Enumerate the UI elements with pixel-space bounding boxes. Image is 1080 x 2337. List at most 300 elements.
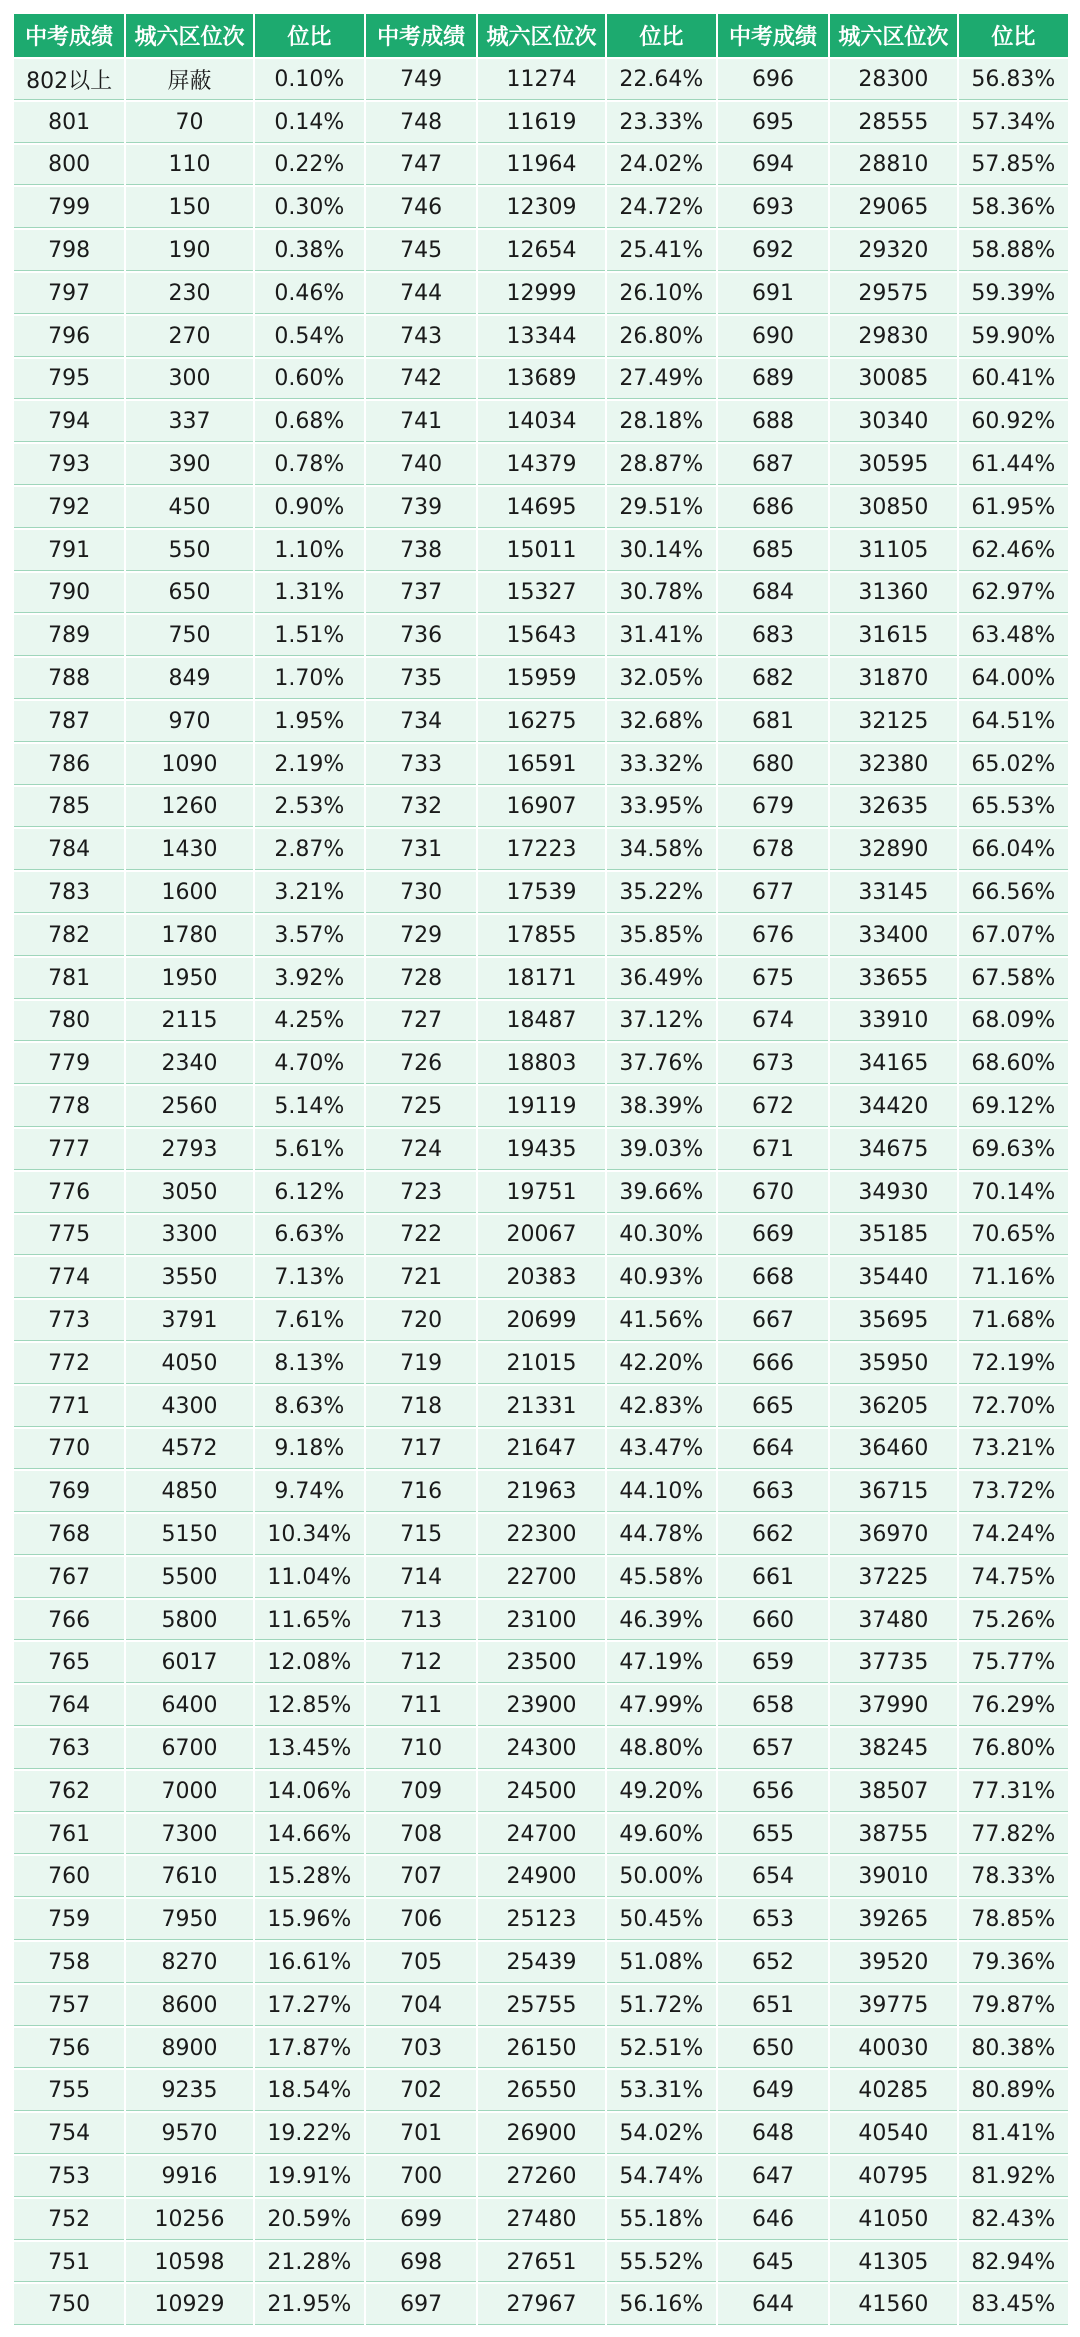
rank-cell: 8900 xyxy=(125,2027,254,2070)
table-row xyxy=(13,914,1069,957)
table-row xyxy=(13,1299,1069,1342)
score-cell: 734 xyxy=(365,700,477,743)
score-cell: 754 xyxy=(13,2112,125,2155)
score-cell: 653 xyxy=(717,1898,829,1941)
score-cell: 776 xyxy=(13,1171,125,1214)
rank-cell: 29575 xyxy=(829,272,958,315)
rank-cell: 39265 xyxy=(829,1898,958,1941)
score-cell: 695 xyxy=(717,101,829,144)
percent-cell: 6.12% xyxy=(254,1171,365,1214)
percent-cell: 70.65% xyxy=(958,1214,1069,1257)
score-cell: 649 xyxy=(717,2069,829,2112)
table-row xyxy=(13,1599,1069,1642)
score-cell: 801 xyxy=(13,101,125,144)
rank-cell: 41305 xyxy=(829,2241,958,2284)
percent-cell: 62.97% xyxy=(958,572,1069,615)
percent-cell: 64.00% xyxy=(958,657,1069,700)
rank-cell: 15011 xyxy=(477,529,606,572)
table-row xyxy=(13,1684,1069,1727)
rank-cell: 4050 xyxy=(125,1342,254,1385)
rank-cell: 41560 xyxy=(829,2283,958,2326)
score-cell: 726 xyxy=(365,1042,477,1085)
percent-cell: 3.92% xyxy=(254,957,365,1000)
percent-cell: 13.45% xyxy=(254,1727,365,1770)
rank-cell: 31615 xyxy=(829,614,958,657)
percent-cell: 28.18% xyxy=(606,400,717,443)
percent-cell: 64.51% xyxy=(958,700,1069,743)
score-cell: 785 xyxy=(13,786,125,829)
header-score-3: 中考成绩 xyxy=(717,13,829,58)
rank-cell: 30595 xyxy=(829,443,958,486)
rank-cell: 15959 xyxy=(477,657,606,700)
percent-cell: 58.36% xyxy=(958,186,1069,229)
score-cell: 768 xyxy=(13,1513,125,1556)
percent-cell: 3.21% xyxy=(254,871,365,914)
percent-cell: 33.95% xyxy=(606,786,717,829)
score-cell: 779 xyxy=(13,1042,125,1085)
rank-cell: 1260 xyxy=(125,786,254,829)
rank-cell: 24300 xyxy=(477,1727,606,1770)
percent-cell: 1.51% xyxy=(254,614,365,657)
score-cell: 706 xyxy=(365,1898,477,1941)
rank-cell: 1430 xyxy=(125,828,254,871)
percent-cell: 57.85% xyxy=(958,144,1069,187)
percent-cell: 69.12% xyxy=(958,1085,1069,1128)
score-cell: 766 xyxy=(13,1599,125,1642)
score-cell: 708 xyxy=(365,1813,477,1856)
rank-cell: 39775 xyxy=(829,1984,958,2027)
header-percent-2: 位比 xyxy=(606,13,717,58)
rank-cell: 36970 xyxy=(829,1513,958,1556)
table-row xyxy=(13,486,1069,529)
rank-cell: 1780 xyxy=(125,914,254,957)
table-row xyxy=(13,400,1069,443)
percent-cell: 30.78% xyxy=(606,572,717,615)
percent-cell: 2.87% xyxy=(254,828,365,871)
percent-cell: 19.91% xyxy=(254,2155,365,2198)
rank-cell: 11274 xyxy=(477,58,606,101)
score-cell: 739 xyxy=(365,486,477,529)
percent-cell: 82.94% xyxy=(958,2241,1069,2284)
score-cell: 686 xyxy=(717,486,829,529)
score-cell: 755 xyxy=(13,2069,125,2112)
percent-cell: 43.47% xyxy=(606,1428,717,1471)
percent-cell: 44.10% xyxy=(606,1470,717,1513)
rank-cell: 4850 xyxy=(125,1470,254,1513)
percent-cell: 78.33% xyxy=(958,1855,1069,1898)
score-cell: 698 xyxy=(365,2241,477,2284)
score-cell: 718 xyxy=(365,1385,477,1428)
rank-cell: 21963 xyxy=(477,1470,606,1513)
score-cell: 685 xyxy=(717,529,829,572)
table-row xyxy=(13,1042,1069,1085)
score-cell: 742 xyxy=(365,358,477,401)
table-row xyxy=(13,1385,1069,1428)
score-cell: 782 xyxy=(13,914,125,957)
rank-cell: 17855 xyxy=(477,914,606,957)
score-cell: 680 xyxy=(717,743,829,786)
table-row xyxy=(13,1770,1069,1813)
rank-cell: 11964 xyxy=(477,144,606,187)
percent-cell: 41.56% xyxy=(606,1299,717,1342)
rank-cell: 1090 xyxy=(125,743,254,786)
rank-cell: 屏蔽 xyxy=(125,58,254,101)
table-row xyxy=(13,2283,1069,2326)
score-cell: 778 xyxy=(13,1085,125,1128)
header-rank-1: 城六区位次 xyxy=(125,13,254,58)
rank-cell: 28300 xyxy=(829,58,958,101)
score-cell: 788 xyxy=(13,657,125,700)
score-cell: 651 xyxy=(717,1984,829,2027)
score-cell: 727 xyxy=(365,1000,477,1043)
rank-cell: 25123 xyxy=(477,1898,606,1941)
rank-cell: 10256 xyxy=(125,2198,254,2241)
score-cell: 784 xyxy=(13,828,125,871)
rank-cell: 36205 xyxy=(829,1385,958,1428)
rank-cell: 32125 xyxy=(829,700,958,743)
table-row xyxy=(13,1256,1069,1299)
rank-cell: 650 xyxy=(125,572,254,615)
table-row xyxy=(13,614,1069,657)
rank-cell: 34675 xyxy=(829,1128,958,1171)
rank-cell: 7000 xyxy=(125,1770,254,1813)
table-row xyxy=(13,1085,1069,1128)
score-cell: 800 xyxy=(13,144,125,187)
score-cell: 761 xyxy=(13,1813,125,1856)
percent-cell: 78.85% xyxy=(958,1898,1069,1941)
score-cell: 749 xyxy=(365,58,477,101)
percent-cell: 30.14% xyxy=(606,529,717,572)
rank-cell: 35695 xyxy=(829,1299,958,1342)
rank-cell: 32890 xyxy=(829,828,958,871)
rank-cell: 27480 xyxy=(477,2198,606,2241)
table-row xyxy=(13,1556,1069,1599)
score-cell: 661 xyxy=(717,1556,829,1599)
score-rank-table-container xyxy=(12,12,1070,2327)
table-row xyxy=(13,272,1069,315)
percent-cell: 72.70% xyxy=(958,1385,1069,1428)
percent-cell: 1.31% xyxy=(254,572,365,615)
table-row xyxy=(13,1342,1069,1385)
percent-cell: 29.51% xyxy=(606,486,717,529)
score-cell: 724 xyxy=(365,1128,477,1171)
percent-cell: 45.58% xyxy=(606,1556,717,1599)
percent-cell: 24.02% xyxy=(606,144,717,187)
percent-cell: 77.31% xyxy=(958,1770,1069,1813)
percent-cell: 0.68% xyxy=(254,400,365,443)
score-cell: 783 xyxy=(13,871,125,914)
score-cell: 759 xyxy=(13,1898,125,1941)
table-row xyxy=(13,529,1069,572)
score-cell: 723 xyxy=(365,1171,477,1214)
percent-cell: 10.34% xyxy=(254,1513,365,1556)
score-cell: 696 xyxy=(717,58,829,101)
score-cell: 751 xyxy=(13,2241,125,2284)
score-cell: 663 xyxy=(717,1470,829,1513)
rank-cell: 27260 xyxy=(477,2155,606,2198)
rank-cell: 4300 xyxy=(125,1385,254,1428)
rank-cell: 40540 xyxy=(829,2112,958,2155)
score-cell: 802以上 xyxy=(13,58,125,101)
percent-cell: 36.49% xyxy=(606,957,717,1000)
table-row xyxy=(13,1898,1069,1941)
table-row xyxy=(13,1855,1069,1898)
table-row xyxy=(13,2155,1069,2198)
percent-cell: 26.80% xyxy=(606,315,717,358)
percent-cell: 32.05% xyxy=(606,657,717,700)
score-cell: 654 xyxy=(717,1855,829,1898)
percent-cell: 20.59% xyxy=(254,2198,365,2241)
rank-cell: 33145 xyxy=(829,871,958,914)
percent-cell: 83.45% xyxy=(958,2283,1069,2326)
percent-cell: 0.30% xyxy=(254,186,365,229)
rank-cell: 849 xyxy=(125,657,254,700)
rank-cell: 17539 xyxy=(477,871,606,914)
percent-cell: 21.95% xyxy=(254,2283,365,2326)
score-cell: 683 xyxy=(717,614,829,657)
rank-cell: 23100 xyxy=(477,1599,606,1642)
rank-cell: 7610 xyxy=(125,1855,254,1898)
score-cell: 701 xyxy=(365,2112,477,2155)
rank-cell: 3300 xyxy=(125,1214,254,1257)
score-cell: 757 xyxy=(13,1984,125,2027)
table-row xyxy=(13,572,1069,615)
rank-cell: 15643 xyxy=(477,614,606,657)
score-cell: 763 xyxy=(13,1727,125,1770)
rank-cell: 26900 xyxy=(477,2112,606,2155)
rank-cell: 6400 xyxy=(125,1684,254,1727)
table-row xyxy=(13,1984,1069,2027)
percent-cell: 74.24% xyxy=(958,1513,1069,1556)
rank-cell: 10929 xyxy=(125,2283,254,2326)
percent-cell: 1.70% xyxy=(254,657,365,700)
header-score-2: 中考成绩 xyxy=(365,13,477,58)
percent-cell: 23.33% xyxy=(606,101,717,144)
rank-cell: 34930 xyxy=(829,1171,958,1214)
percent-cell: 2.19% xyxy=(254,743,365,786)
rank-cell: 28810 xyxy=(829,144,958,187)
rank-cell: 21647 xyxy=(477,1428,606,1471)
percent-cell: 33.32% xyxy=(606,743,717,786)
score-cell: 707 xyxy=(365,1855,477,1898)
percent-cell: 47.19% xyxy=(606,1641,717,1684)
percent-cell: 0.38% xyxy=(254,229,365,272)
percent-cell: 67.07% xyxy=(958,914,1069,957)
rank-cell: 2115 xyxy=(125,1000,254,1043)
score-cell: 690 xyxy=(717,315,829,358)
percent-cell: 76.80% xyxy=(958,1727,1069,1770)
rank-cell: 450 xyxy=(125,486,254,529)
rank-cell: 4572 xyxy=(125,1428,254,1471)
rank-cell: 150 xyxy=(125,186,254,229)
score-cell: 692 xyxy=(717,229,829,272)
percent-cell: 47.99% xyxy=(606,1684,717,1727)
score-cell: 705 xyxy=(365,1941,477,1984)
table-row xyxy=(13,1727,1069,1770)
table-row xyxy=(13,1428,1069,1471)
score-cell: 699 xyxy=(365,2198,477,2241)
score-cell: 646 xyxy=(717,2198,829,2241)
percent-cell: 49.60% xyxy=(606,1813,717,1856)
rank-cell: 18487 xyxy=(477,1000,606,1043)
percent-cell: 66.56% xyxy=(958,871,1069,914)
percent-cell: 55.18% xyxy=(606,2198,717,2241)
score-cell: 721 xyxy=(365,1256,477,1299)
score-cell: 743 xyxy=(365,315,477,358)
percent-cell: 79.36% xyxy=(958,1941,1069,1984)
percent-cell: 50.00% xyxy=(606,1855,717,1898)
score-cell: 659 xyxy=(717,1641,829,1684)
rank-cell: 40285 xyxy=(829,2069,958,2112)
rank-cell: 34165 xyxy=(829,1042,958,1085)
score-cell: 716 xyxy=(365,1470,477,1513)
score-cell: 673 xyxy=(717,1042,829,1085)
table-row xyxy=(13,229,1069,272)
percent-cell: 16.61% xyxy=(254,1941,365,1984)
percent-cell: 39.66% xyxy=(606,1171,717,1214)
score-cell: 725 xyxy=(365,1085,477,1128)
percent-cell: 37.12% xyxy=(606,1000,717,1043)
rank-cell: 2340 xyxy=(125,1042,254,1085)
rank-cell: 35440 xyxy=(829,1256,958,1299)
percent-cell: 73.21% xyxy=(958,1428,1069,1471)
rank-cell: 300 xyxy=(125,358,254,401)
rank-cell: 24900 xyxy=(477,1855,606,1898)
score-cell: 666 xyxy=(717,1342,829,1385)
score-rank-table xyxy=(12,12,1070,2327)
score-cell: 732 xyxy=(365,786,477,829)
score-cell: 652 xyxy=(717,1941,829,1984)
percent-cell: 81.41% xyxy=(958,2112,1069,2155)
score-cell: 657 xyxy=(717,1727,829,1770)
percent-cell: 34.58% xyxy=(606,828,717,871)
rank-cell: 19751 xyxy=(477,1171,606,1214)
score-cell: 713 xyxy=(365,1599,477,1642)
percent-cell: 39.03% xyxy=(606,1128,717,1171)
score-cell: 691 xyxy=(717,272,829,315)
rank-cell: 5500 xyxy=(125,1556,254,1599)
score-cell: 662 xyxy=(717,1513,829,1556)
percent-cell: 6.63% xyxy=(254,1214,365,1257)
table-header xyxy=(13,13,1069,58)
score-cell: 781 xyxy=(13,957,125,1000)
table-row xyxy=(13,1128,1069,1171)
score-cell: 700 xyxy=(365,2155,477,2198)
percent-cell: 24.72% xyxy=(606,186,717,229)
score-cell: 667 xyxy=(717,1299,829,1342)
rank-cell: 26550 xyxy=(477,2069,606,2112)
percent-cell: 57.34% xyxy=(958,101,1069,144)
score-cell: 786 xyxy=(13,743,125,786)
rank-cell: 15327 xyxy=(477,572,606,615)
score-cell: 682 xyxy=(717,657,829,700)
percent-cell: 42.20% xyxy=(606,1342,717,1385)
score-cell: 795 xyxy=(13,358,125,401)
rank-cell: 39010 xyxy=(829,1855,958,1898)
score-cell: 774 xyxy=(13,1256,125,1299)
score-cell: 719 xyxy=(365,1342,477,1385)
percent-cell: 28.87% xyxy=(606,443,717,486)
percent-cell: 58.88% xyxy=(958,229,1069,272)
table-row xyxy=(13,1941,1069,1984)
score-cell: 789 xyxy=(13,614,125,657)
percent-cell: 59.39% xyxy=(958,272,1069,315)
rank-cell: 40030 xyxy=(829,2027,958,2070)
table-row xyxy=(13,58,1069,101)
rank-cell: 25755 xyxy=(477,1984,606,2027)
rank-cell: 14034 xyxy=(477,400,606,443)
percent-cell: 81.92% xyxy=(958,2155,1069,2198)
percent-cell: 0.54% xyxy=(254,315,365,358)
score-cell: 730 xyxy=(365,871,477,914)
score-cell: 767 xyxy=(13,1556,125,1599)
percent-cell: 70.14% xyxy=(958,1171,1069,1214)
score-cell: 678 xyxy=(717,828,829,871)
score-cell: 729 xyxy=(365,914,477,957)
percent-cell: 12.85% xyxy=(254,1684,365,1727)
score-cell: 717 xyxy=(365,1428,477,1471)
percent-cell: 22.64% xyxy=(606,58,717,101)
score-cell: 745 xyxy=(365,229,477,272)
rank-cell: 38507 xyxy=(829,1770,958,1813)
rank-cell: 34420 xyxy=(829,1085,958,1128)
header-percent-3: 位比 xyxy=(958,13,1069,58)
score-cell: 772 xyxy=(13,1342,125,1385)
percent-cell: 46.39% xyxy=(606,1599,717,1642)
rank-cell: 33655 xyxy=(829,957,958,1000)
rank-cell: 190 xyxy=(125,229,254,272)
table-row xyxy=(13,700,1069,743)
table-row xyxy=(13,828,1069,871)
percent-cell: 1.95% xyxy=(254,700,365,743)
percent-cell: 32.68% xyxy=(606,700,717,743)
score-cell: 747 xyxy=(365,144,477,187)
rank-cell: 9235 xyxy=(125,2069,254,2112)
percent-cell: 21.28% xyxy=(254,2241,365,2284)
score-cell: 671 xyxy=(717,1128,829,1171)
header-row xyxy=(13,13,1069,58)
rank-cell: 30850 xyxy=(829,486,958,529)
table-row xyxy=(13,315,1069,358)
rank-cell: 2793 xyxy=(125,1128,254,1171)
percent-cell: 4.25% xyxy=(254,1000,365,1043)
score-cell: 760 xyxy=(13,1855,125,1898)
percent-cell: 56.16% xyxy=(606,2283,717,2326)
rank-cell: 3050 xyxy=(125,1171,254,1214)
percent-cell: 54.74% xyxy=(606,2155,717,2198)
rank-cell: 25439 xyxy=(477,1941,606,1984)
rank-cell: 29830 xyxy=(829,315,958,358)
percent-cell: 82.43% xyxy=(958,2198,1069,2241)
score-cell: 792 xyxy=(13,486,125,529)
percent-cell: 17.87% xyxy=(254,2027,365,2070)
score-cell: 738 xyxy=(365,529,477,572)
header-rank-3: 城六区位次 xyxy=(829,13,958,58)
percent-cell: 19.22% xyxy=(254,2112,365,2155)
percent-cell: 15.96% xyxy=(254,1898,365,1941)
percent-cell: 1.10% xyxy=(254,529,365,572)
rank-cell: 20383 xyxy=(477,1256,606,1299)
rank-cell: 27967 xyxy=(477,2283,606,2326)
rank-cell: 31105 xyxy=(829,529,958,572)
percent-cell: 51.72% xyxy=(606,1984,717,2027)
percent-cell: 52.51% xyxy=(606,2027,717,2070)
table-body xyxy=(13,58,1069,2326)
rank-cell: 19435 xyxy=(477,1128,606,1171)
rank-cell: 21331 xyxy=(477,1385,606,1428)
percent-cell: 14.66% xyxy=(254,1813,365,1856)
percent-cell: 72.19% xyxy=(958,1342,1069,1385)
